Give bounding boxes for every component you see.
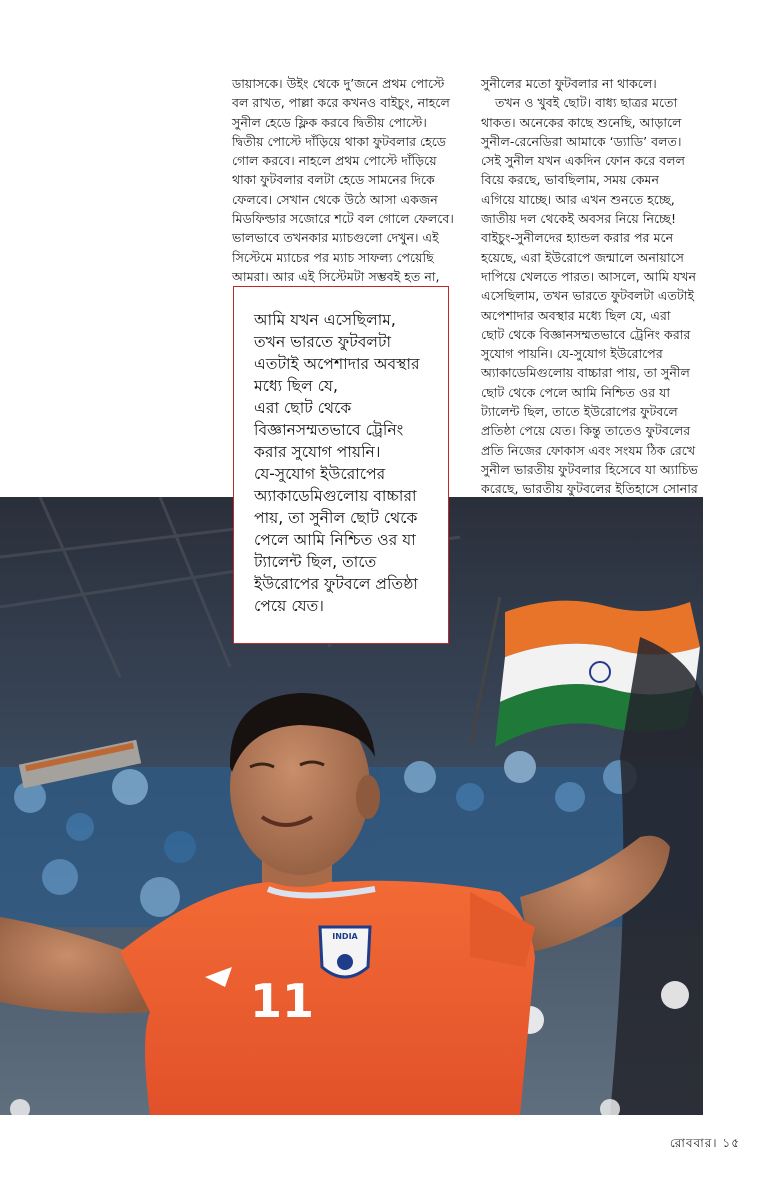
article-left-line: আমরা। আর এই সিস্টেমটা সম্ভবই হত না, [232,268,440,284]
article-right-line: এসেছিলাম, তখন ভারতে ফুটবলটা এতটাই [481,288,695,304]
pull-quote-line: পেয়ে যেত। [254,597,324,615]
article-right-line: ছোট থেকে বিজ্ঞানসম্মতভাবে ট্রেনিং করার [481,326,691,342]
pull-quote-line: ইউরোপের ফুটবলে প্রতিষ্ঠা [254,575,418,593]
jersey-crest-text: INDIA [332,932,358,941]
article-right-line: সুনীল-রেনেডিরা আমাকে ‘ড্যাডি’ বলত। [481,133,682,149]
article-left-line: বল রাখত, পাল্লা করে কখনও বাইচুং, নাহলে [232,95,450,111]
article-right-line: থাকত। অনেকের কাছে শুনেছি, আড়ালে [481,114,682,130]
pull-quote-line: বিজ্ঞানসম্মতভাবে ট্রেনিং [254,421,404,439]
article-right-line: প্রতি নিজের ফোকাস এবং সংযম ঠিক রেখে [481,442,696,458]
pull-quote-line: মধ্যে ছিল যে, [254,377,338,395]
article-left-line: ভালভাবে তখনকার ম্যাচগুলো দেখুন। এই [232,230,439,246]
article-left-line: থাকা ফুটবলার বলটা হেডে সামনের দিকে [232,172,435,188]
pull-quote-line: ট্যালেন্ট ছিল, তাতে [254,553,377,571]
article-left-line: সিস্টেমে ম্যাচের পর ম্যাচ সাফল্য পেয়েছি [232,249,434,265]
article-right-line: অ্যাকাডেমিগুলোয় বাচ্চারা পায়, তা সুনীল [481,365,690,381]
article-left-line: ডায়াসকে। উইং থেকে দু’জনে প্রথম পোস্টে [232,76,445,91]
pull-quote-line: এতটাই অপেশাদার অবস্থার [254,355,420,373]
article-left-line: দ্বিতীয় পোস্টে দাঁড়িয়ে থাকা ফুটবলার হেডে [232,133,447,149]
article-right-line: ট্যালেন্ট ছিল, তাতে ইউরোপের ফুটবলে [481,404,678,420]
pull-quote-line: অ্যাকাডেমিগুলোয় বাচ্চারা [254,487,417,505]
article-right-line: সুযোগ পায়নি। যে-সুযোগ ইউরোপের [481,346,663,362]
pull-quote-line: আমি যখন এসেছিলাম, [254,311,396,329]
article-column-right [481,74,703,518]
pull-quote-line: পায়, তা সুনীল ছোট থেকে [254,509,418,527]
article-left-line: সুনীল হেডে ফ্লিক করবে দ্বিতীয় পোস্টে। [232,114,427,130]
article-left-line: ফেলবে। সেখান থেকে উঠে আসা একজন [232,191,438,207]
article-right-line: হয়েছে, এরা ইউরোপে জন্মালে অনায়াসে [481,249,684,265]
article-right-line: প্রতিষ্ঠা পেয়ে যেত। কিন্তু তাতেও ফুটবলের [481,423,691,439]
article-right-line: অপেশাদার অবস্থার মধ্যে ছিল যে, এরা [481,307,671,323]
article-right-line: তখন ও খুবই ছোট। বাধ্য ছাত্রর মতো [495,95,678,111]
article-left-line: গোল করবে। নাহলে প্রথম পোস্টে দাঁড়িয়ে [232,153,437,169]
article-right-line: বিয়ে করছে, ভাবছিলাম, সময় কেমন [481,172,660,188]
pull-quote-box [233,286,449,644]
jersey-number: 11 [249,974,315,1028]
article-right-line: ছোট থেকে পেলে আমি নিশ্চিত ওর যা [481,384,671,400]
pull-quote-line: পেলে আমি নিশ্চিত ওর যা [254,531,416,549]
pull-quote-line: তখন ভারতে ফুটবলটা [254,333,392,351]
page-footer: রোববার। ১৫ [669,1136,740,1150]
article-right-line: এগিয়ে যাচ্ছে। আর এখন শুনতে হচ্ছে, [481,191,675,207]
article-right-line: জাতীয় দল থেকেই অবসর নিয়ে নিচ্ছে! [481,211,677,227]
article-right-line: বাইচুং-সুনীলদের হ্যান্ডল করার পর মনে [481,230,674,246]
pull-quote-line: যে-সুযোগ ইউরোপের [254,465,386,483]
article-right-line: করেছে, ভারতীয় ফুটবলের ইতিহাসে সোনার [481,481,698,497]
article-left-line: মিডফিল্ডার সজোরে শটে বল গোলে ফেলবে। [232,211,454,227]
pull-quote-line: করার সুযোগ পায়নি। [254,443,381,461]
article-right-line: দাপিয়ে খেলতে পারত। আসলে, আমি যখন [481,268,697,284]
article-column-left [232,74,468,286]
pull-quote-text [254,309,438,617]
article-right-line: সেই সুনীল যখন একদিন ফোন করে বলল [481,153,686,169]
article-right-line: সুনীল ভারতীয় ফুটবলার হিসেবে যা অ্যাচিভ [481,461,698,477]
article-right-line: সুনীলের মতো ফুটবলার না থাকলে। [481,76,657,91]
pull-quote-line: এরা ছোট থেকে [254,399,352,417]
